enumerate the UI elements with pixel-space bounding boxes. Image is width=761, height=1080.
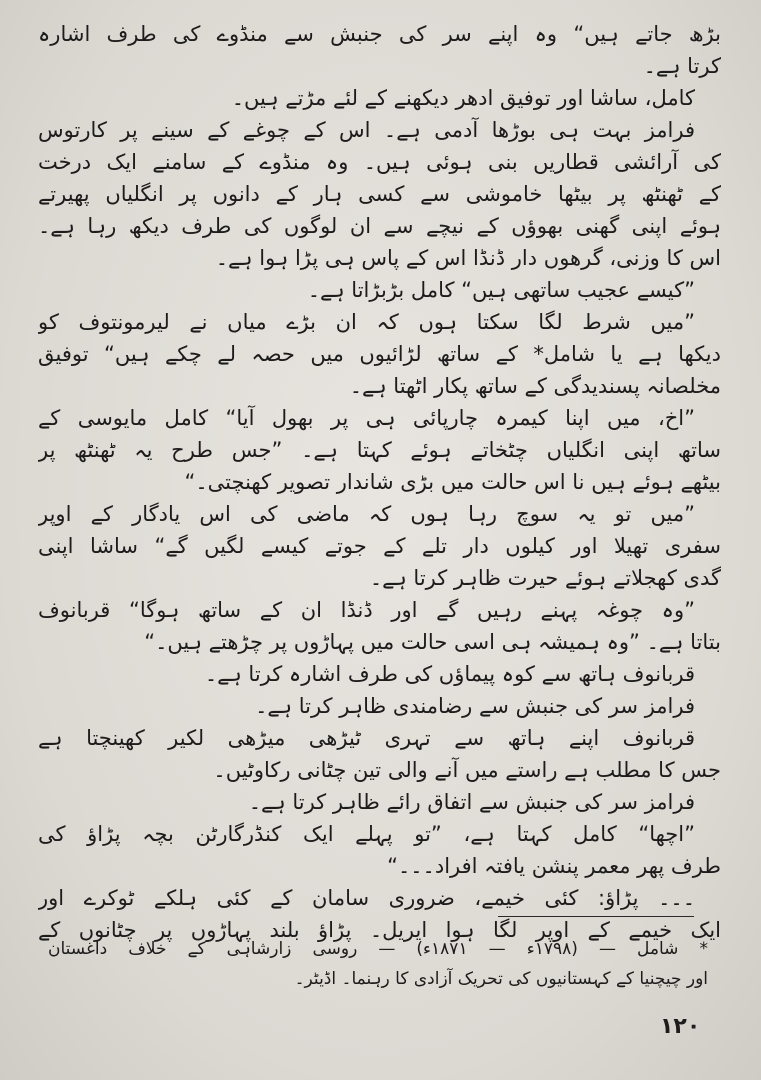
text-line: کے ٹھنٹھ پر بیٹھا خاموشی سے کسی ہار کے دانوں پر انگلیاں پھیرتے [38,182,721,206]
text-line: بڑھ جاتے ہیں“ وہ اپنے سر کی جنبش سے منڈوے کی طرف اشارہ [38,22,721,46]
text-line: جس کا مطلب ہے راستے میں آنے والی تین چٹانی رکاوٹیں۔ [213,758,721,782]
text-line: ایک خیمے کے اوپر لگا ہوا ایریل۔ پڑاؤ بلند پہاڑوں پر چٹانوں کے [38,918,721,942]
text-line: قربانوف ہاتھ سے کوہ پیماؤں کی طرف اشارہ کرتا ہے۔ [204,662,695,686]
text-line: ساتھ اپنی انگلیاں چٹخاتے ہوئے کہتا ہے۔ ”جس طرح یہ ٹھنٹھ پر [38,438,721,462]
footnote [48,934,708,994]
text-line: ”اخ، میں اپنا کیمرہ چارپائی ہی پر بھول آیا“ کامل مایوسی کے [38,406,695,430]
text-line: فرامز سر کی جنبش سے اتفاق رائے ظاہر کرتا ہے۔ [248,790,695,814]
text-line: ”وہ چوغہ پہنے رہیں گے اور ڈنڈا ان کے ساتھ ہوگا“ قربانوف [38,598,695,622]
text-line: گدی کھجلاتے ہوئے حیرت ظاہر کرتا ہے۔ [369,566,721,590]
footnote-line: * شامل — (۱۷۹۸ء — ۱۸۷۱ء) — روسی زارشاہی کے خلاف داغستان [48,939,708,959]
text-line: ”اچھا“ کامل کہتا ہے، ”تو پہلے ایک کنڈرگارٹن بچہ پڑاؤ کی [38,822,695,846]
text-line: ”کیسے عجیب ساتھی ہیں“ کامل بڑبڑاتا ہے۔ [307,278,695,302]
text-line: ”میں تو یہ سوچ رہا ہوں کہ ماضی کی اس یادگار کے اوپر [38,502,695,526]
text-line: فرامز بہت ہی بوڑھا آدمی ہے۔ اس کے چوغے کے سینے پر کارتوس [38,118,695,142]
body-text [38,18,721,946]
text-line: سفری تھیلا اور کیلوں دار تلے کے جوتے کیسے لگیں گے“ ساشا اپنی [38,534,721,558]
text-line: ہوئے اپنی گھنی بھوؤں کے نیچے سے ان لوگوں کی طرف دیکھ رہا ہے۔ [38,214,721,238]
text-line: اس کا وزنی، گرھوں دار ڈنڈا اس کے پاس ہی پڑا ہوا ہے۔ [215,246,721,270]
text-line: مخلصانہ پسندیدگی کے ساتھ پکار اٹھتا ہے۔ [349,374,721,398]
page-number: ۱۲۰ [660,1014,701,1039]
footnote-line: اور چیچنیا کے کہستانیوں کی تحریک آزادی کا رہنما۔ اڈیٹر۔ [294,969,708,989]
text-line: بیٹھے ہوئے ہیں نا اس حالت میں بڑی شاندار تصویر کھنچتی۔“ [184,470,721,494]
footnote-divider [498,916,694,917]
text-line: طرف پھر معمر پنشن یافتہ افراد۔۔۔“ [387,854,721,878]
text-line: کامل، ساشا اور توفیق ادھر دیکھنے کے لئے مڑتے ہیں۔ [231,86,695,110]
text-line: کی آرائشی قطاریں بنی ہوئی ہیں۔ وہ منڈوے کے سامنے ایک درخت [38,150,721,174]
text-line: کرتا ہے۔ [643,54,721,78]
text-line: ۔۔۔ پڑاؤ: کئی خیمے، ضروری سامان کے کئی ہلکے ٹوکرے اور [38,886,695,910]
text-line: ”میں شرط لگا سکتا ہوں کہ ان بڑے میاں نے لیرمونتوف کو [38,310,695,334]
text-line: دیکھا ہے یا شامل* کے ساتھ لڑائیوں میں حصہ لے چکے ہیں“ توفیق [38,342,721,366]
text-line: فرامز سر کی جنبش سے رضامندی ظاہر کرتا ہے۔ [255,694,695,718]
text-line: قربانوف اپنے ہاتھ سے تہری ٹیڑھی میڑھی لکیر کھینچتا ہے [38,726,695,750]
text-line: بتاتا ہے۔ ”وہ ہمیشہ ہی اسی حالت میں پہاڑوں پر چڑھتے ہیں۔“ [144,630,721,654]
